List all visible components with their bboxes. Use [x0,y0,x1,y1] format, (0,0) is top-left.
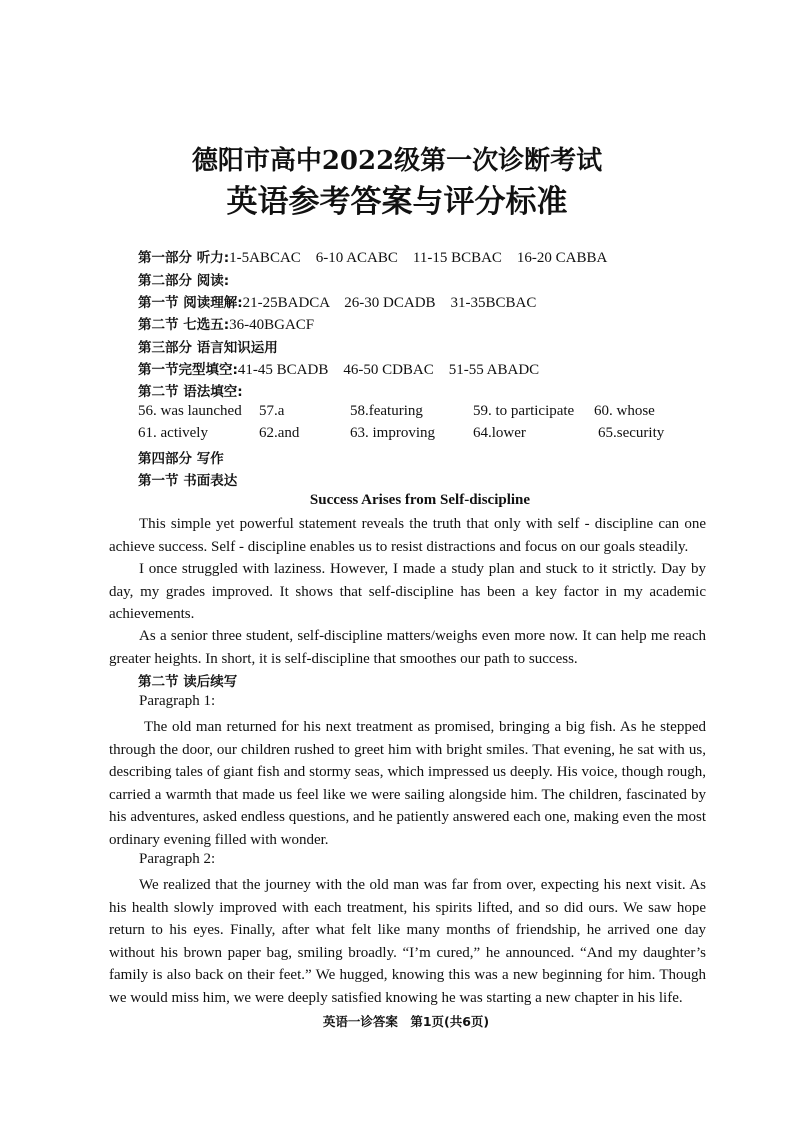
page-footer: 英语一诊答案 第1页(共6页) [322,1014,490,1029]
continuation-label: 第二节 读后续写 [138,674,238,690]
paragraph1-label: Paragraph 1: [139,693,216,709]
grammar-answer: 64.lower [473,425,526,441]
grammar-answer: 57.a [259,403,285,419]
section1-reading-comprehension [138,291,536,312]
part3-language-use [138,336,278,357]
part1-label: 第一部分 听力: [138,250,230,266]
part4-label: 第四部分 写作 [138,451,224,467]
grammar-answer: 59. to participate [473,403,575,419]
essay-paragraph: I once struggled with laziness. However, I made a study plan and stuck to it strictly. Day by day, my grades improved. It shows that self-discipline has been a key factor in my academic achievements. [109,561,706,623]
section1-writing [138,469,237,490]
sec2-answers: 36-40BGACF [229,317,315,333]
page-subtitle: 英语参考答案与评分标准 [226,184,568,220]
page-title: 德阳市高中2022级第一次诊断考试 [191,146,603,176]
part2-reading [138,269,229,290]
section1-cloze [138,358,539,379]
part4-writing [138,447,224,468]
sec1-label: 第一节 阅读理解: [138,295,243,311]
cloze-answers: 41-45 BCADB 46-50 CDBAC 51-55 ABADC [237,362,540,378]
section2-continuation [138,670,237,691]
grammar-answer: 63. improving [350,425,435,441]
sec2-label: 第二节 七选五: [138,317,230,333]
writing1-label: 第一节 书面表达 [138,473,238,489]
part1-answers: 1-5ABCAC 6-10 ACABC 11-15 BCBAC 16-20 CABBA [229,250,608,266]
grammar-answer: 62.and [259,425,300,441]
grammar-answer: 56. was launched [138,403,242,419]
cloze-label: 第一节完型填空: [138,362,238,378]
part1-listening [138,246,607,267]
sec1-answers: 21-25BADCA 26-30 DCADB 31-35BCBAC [242,295,537,311]
paragraph2-text: We realized that the journey with the old man was far from over, expecting his next visit. As his health slowly improved with each treatment, his spirits lifted, and so did ours. We saw hope return to his eyes. Finally, after what felt like many months of friendship, he arrived one day without his brown paper bag, smiling broadly. “I’m cured,” he announced. “And my daughter’s family is also back on their feet.” We hugged, knowing this was a new beginning for him. Though we would miss him, we were deeply satisfied knowing he was starting a new chapter in his life. [109,877,706,1006]
paragraph1-text: The old man returned for his next treatment as promised, bringing a big fish. As he stepped through the door, our children rushed to greet him with bright smiles. That evening, he sat with us, describing tales of giant fish and stormy seas, which impressed us deeply. His voice, though rough, carried a warmth that made us feel like we were sailing alongside him. The children, fascinated by his adventures, asked endless questions, and he patiently answered each one, making even the most ordinary evening filled with wonder. [109,719,706,848]
grammar-answer: 58.featuring [350,403,423,419]
grammar-answer: 65.security [598,425,665,441]
essay-paragraph: As a senior three student, self-discipline matters/weighs even more now. It can help me reach greater heights. In short, it is self-discipline that smoothes our path to success. [109,628,706,667]
part3-label: 第三部分 语言知识运用 [138,340,278,356]
grammar-answer: 61. actively [138,425,208,441]
section2-grammar [138,380,243,401]
paragraph2-label: Paragraph 2: [139,851,216,867]
essay-paragraph: This simple yet powerful statement reveals the truth that only with self - discipline can one achieve success. Self - discipline enables us to resist distractions and focus on our goals steadily. [109,516,706,555]
essay-title: Success Arises from Self-discipline [309,492,531,508]
grammar-answer: 60. whose [594,403,655,419]
section2-seven-choose-five [138,313,314,334]
grammar-label: 第二节 语法填空: [138,384,243,400]
part2-label: 第二部分 阅读: [138,273,230,289]
